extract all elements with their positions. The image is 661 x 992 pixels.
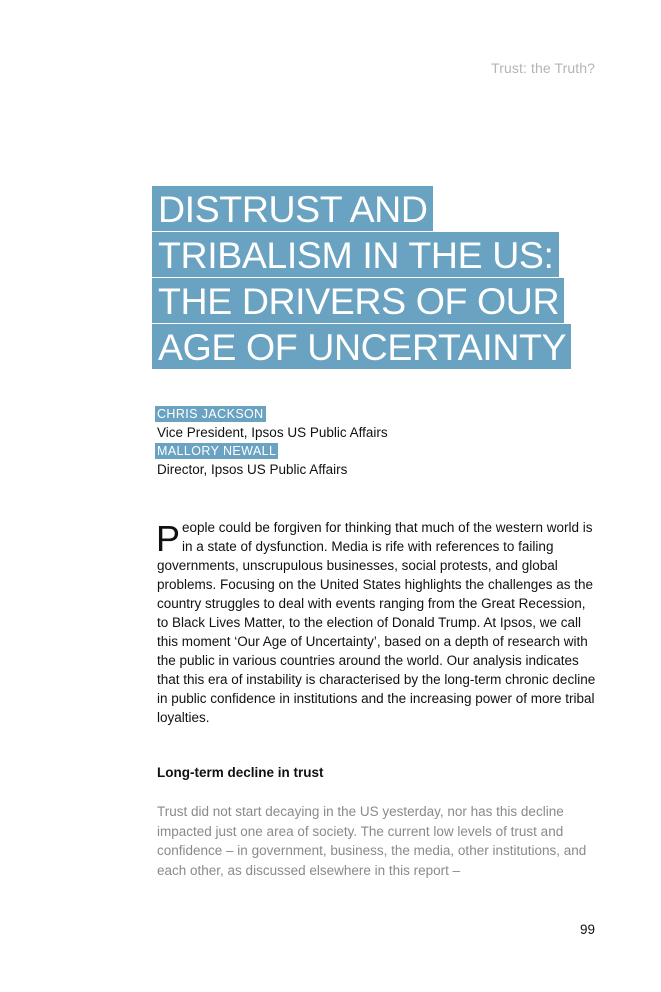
title-line: DISTRUST AND (152, 186, 433, 231)
article-title (152, 186, 571, 370)
title-line: AGE OF UNCERTAINTY (152, 324, 571, 369)
title-line: THE DRIVERS OF OUR (152, 278, 564, 323)
author-name: CHRIS JACKSON (157, 407, 264, 421)
running-header: Trust: the Truth? (491, 60, 595, 76)
section-heading: Long-term decline in trust (157, 765, 324, 780)
title-line: TRIBALISM IN THE US: (152, 232, 559, 277)
intro-text: eople could be forgiven for thinking that much of the western world is in a state of dysfunction. Media is rife with references to failing governments, unscrupulous businesses, social protests, and global problems. Focusing on the United States highlights the challenges as the country struggles to deal with events ranging from the Great Recession, to Black Lives Matter, to the election of Donald Trump. At Ipsos, we call this moment ‘Our Age of Uncertainty’, based on a depth of research with the public in various countries around the world. Our analysis indicates that this era of instability is characterised by the long-term chronic decline in public confidence in institutions and the increasing power of more tribal loyalties. (157, 520, 596, 725)
author-list (155, 406, 388, 480)
author-name: MALLORY NEWALL (157, 444, 277, 458)
author-role: Vice President, Ipsos US Public Affairs (157, 425, 388, 440)
intro-paragraph (157, 518, 597, 727)
page-number: 99 (579, 922, 595, 937)
section-paragraph: Trust did not start decaying in the US yesterday, nor has this decline impacted just one area of society. The current low levels of trust and confidence – in government, business, the media, other institutions, and each other, as discussed elsewhere in this report – (157, 804, 587, 878)
drop-cap: P (156, 518, 181, 559)
author-role: Director, Ipsos US Public Affairs (157, 462, 348, 477)
